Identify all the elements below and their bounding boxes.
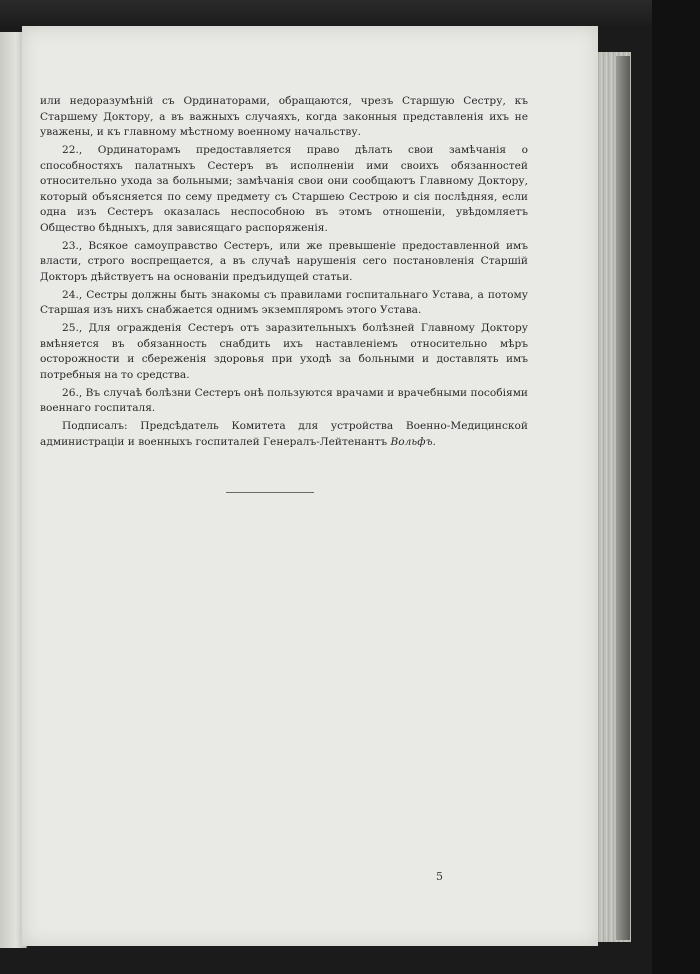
page-number: 5 [436, 870, 443, 883]
paragraph-article-23: 23., Всякое самоуправство Сестеръ, или же превышеніе предоставленной имъ власти, строго воспрещается, а въ случаѣ нарушенія сего постановленія Старшій Докторъ дѣйствуетъ на основаніи предъидущей статьи. [40, 239, 528, 283]
document-page [22, 26, 598, 946]
paragraph-continuation: или недоразумѣній съ Ординаторами, обращаются, чрезъ Старшую Сестру, къ Старшему Доктору, а въ важныхъ случаяхъ, когда законныя представленія ихъ не уважены, и къ главному мѣстному военному начальству. [40, 95, 528, 138]
paragraph-article-22: 22., Ординаторамъ предоставляется право дѣлать свои замѣчанія о способностяхъ палатныхъ Сестеръ въ исполненіи ими своихъ обязанностей относительно ухода за больными; замѣчанія свои они сообщаютъ Главному Доктору, который объясняется по сему предмету съ Старшею Сестрою и сія послѣдняя, если одна изъ Сестеръ оказалась неспособною въ этомъ отношеніи, увѣдомляетъ Общество бѣдныхъ, для зависящаго распоряженія. [40, 144, 528, 234]
paragraph-article-26: 26., Въ случаѣ болѣзни Сестеръ онѣ пользуются врачами и врачебными пособіями военнаго госпиталя. [40, 386, 528, 414]
signature-line [40, 419, 528, 450]
signature-text: Подписалъ: Предсѣдатель Комитета для устройства Военно-Медицинской администраціи и военныхъ госпиталей Генералъ-Лейтенантъ [40, 420, 528, 448]
document-body [40, 94, 528, 453]
horizontal-rule [226, 492, 314, 493]
book-cover-edge [616, 56, 630, 940]
signature-name: Вольфъ. [390, 435, 436, 448]
paragraph-article-25: 25., Для огражденія Сестеръ отъ заразительныхъ болѣзней Главному Доктору вмѣняется въ обязанность снабдить ихъ наставленіемъ относительно мѣръ осторожности и сбереженія здоровья при уходѣ за больными и доставлять имъ потребныя на то средства. [40, 322, 528, 381]
scan-background-right [652, 0, 700, 974]
paragraph-article-24: 24., Сестры должны быть знакомы съ правилами госпитальнаго Устава, а потому Старшая изъ нихъ снабжается однимъ экземпляромъ этого Устава. [40, 288, 528, 316]
